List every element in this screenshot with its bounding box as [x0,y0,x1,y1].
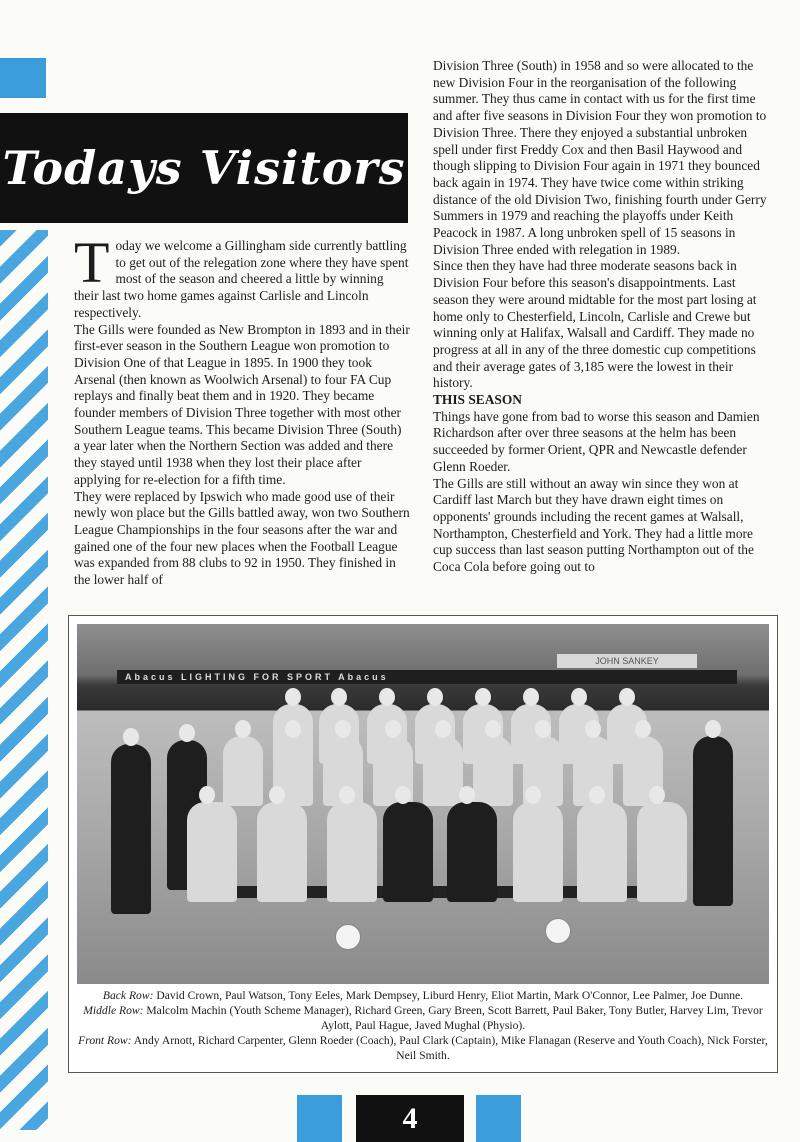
paragraph: Since then they have had three moderate seasons back in Division Four before this season's disappointments. Last season they were around midtable for the most part losing at home only to Chesterfield, Lincoln, Carlisle and Crewe but winning only at Halifax, Walsall and Cardiff. They made no progress at all in any of the three domestic cup competitions and their average gates of 3,185 were the lowest in their history. [433,258,757,391]
drop-cap: T [74,230,110,295]
player-figure [473,736,513,806]
caption-front-row: Front Row: Andy Arnott, Richard Carpenter, Glenn Roeder (Coach), Paul Clark (Captain), Mike Flanagan (Reserve and Youth Coach), Nick Forster, Neil Smith. [78,1034,768,1062]
player-figure [637,802,687,902]
player-figure [327,802,377,902]
section-heading: THIS SEASON [433,392,522,408]
photo-caption [77,988,769,1063]
player-figure [187,802,237,902]
intro-paragraph: Today we welcome a Gillingham side currently battling to get out of the relegation zone where they have spent most of the season and cheered a little by winning their last two home games against Carlisle and Lincoln respectively. [74,230,409,320]
paragraph: The Gills were founded as New Brompton in 1893 and in their first-ever season in the Southern League won promotion to Division One of that League in 1895. In 1900 they took Arsenal (then known as Woolwich Arsenal) to four FA Cup replays and finally beat them and in 1920. They became founder members of Division Three together with most other Southern League teams. This became Division Three (South) a year later when the Northern Section was added and there they stayed until 1938 when they lost their place after applying for re-election for a fifth time. [74,321,410,487]
paragraph: The Gills are still without an away win since they won at Cardiff last March but they have drawn eight times on opponents' grounds including the recent games at Walsall, Northampton, Chesterfield and York. They had a little more cup success than last season putting Northampton out of the Coca Cola before going out to [433,475,754,575]
decorative-stripes [0,230,48,1130]
player-figure [423,736,463,806]
article-column-right [433,58,771,576]
coach-figure [383,802,433,902]
coach-figure [447,802,497,902]
football [545,918,571,944]
footer-blue-square-right [476,1095,521,1142]
paragraph: Things have gone from bad to worse this season and Damien Richardson after over three seasons at the helm has been succeeded by former Orient, QPR and Newcastle defender Glenn Roeder. [433,408,760,474]
staff-figure [111,744,151,914]
article-column-left [74,230,410,589]
paragraph: They were replaced by Ipswich who made good use of their newly won place but the Gills battled away, won two Southern League Championships in the four seasons after the war and gained one of the four new places when the Football League was expanded from 88 clubs to 92 in 1950. They finished in the lower half of [74,488,410,588]
caption-back-row: Back Row: David Crown, Paul Watson, Tony Eeles, Mark Dempsey, Liburd Henry, Eliot Martin, Mark O'Connor, Lee Palmer, Joe Dunne. [102,989,744,1002]
page-title: Todays Visitors [0,113,408,223]
player-figure [513,802,563,902]
stand-sign-sankey: JOHN SANKEY [557,654,697,668]
paragraph: Division Three (South) in 1958 and so were allocated to the new Division Four in the reorganisation of the following summer. They thus came in contact with us for the first time and after five seasons in Division Four they won promotion to Division Three. There they enjoyed a substantial unbroken spell under first Freddy Cox and then Basil Haywood and though slipping to Division Four again in 1971 they bounced back again in 1974. They have twice come within striking distance of the old Division Two, finishing fourth under Gerry Summers in 1979 and reaching the playoffs under Keith Peacock in 1987. A long unbroken spell of 15 seasons in Division Three ended with relegation in 1989. [433,58,767,257]
player-figure [257,802,307,902]
football [335,924,361,950]
staff-figure [693,736,733,906]
footer-blue-square-left [297,1095,342,1142]
player-figure [223,736,263,806]
team-photo [77,624,769,984]
team-photo-frame [68,615,778,1073]
stand-sign-abacus: Abacus LIGHTING FOR SPORT Abacus [117,670,737,684]
page-number: 4 [356,1095,464,1142]
decorative-blue-square [0,58,46,98]
player-figure [577,802,627,902]
caption-middle-row: Middle Row: Malcolm Machin (Youth Scheme Manager), Richard Green, Gary Breen, Scott Barrett, Paul Baker, Tony Butler, Harvey Lim, Trevor Aylott, Paul Hague, Javed Mughal (Physio). [83,1004,763,1032]
